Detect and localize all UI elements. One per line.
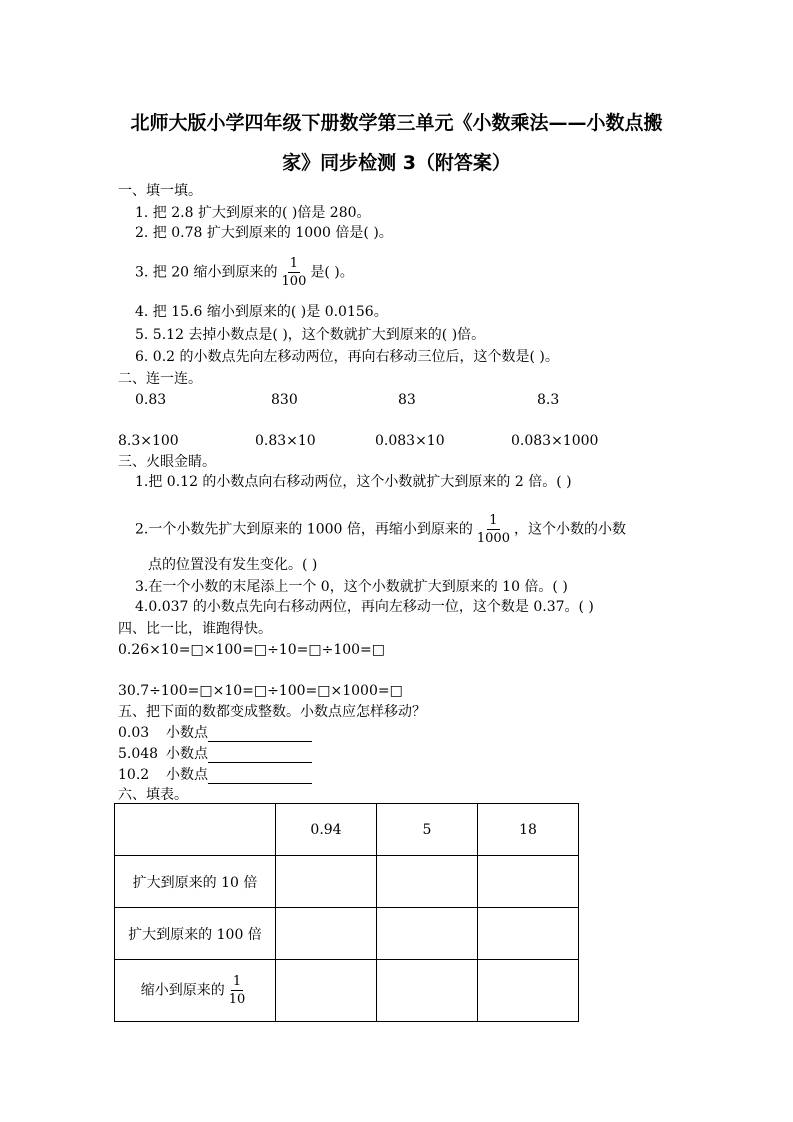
match-bottom-item-2: 0.83×10 (255, 433, 316, 449)
fraction-denominator: 10 (228, 992, 246, 1007)
table-row-header (115, 960, 276, 1022)
table-answer-cell[interactable] (377, 960, 478, 1022)
s1-q3-text-after: 是( )。 (310, 264, 354, 281)
fraction-1-1000 (475, 513, 512, 546)
answer-blank[interactable] (208, 769, 312, 784)
fraction-1-10 (227, 974, 248, 1007)
table-answer-cell[interactable] (478, 960, 579, 1022)
s3-q2-text-after: ，这个小数的小数 (513, 521, 626, 538)
race-equation-1: 0.26×10=□×100=□÷10=□÷100=□ (118, 642, 385, 658)
table-answer-cell[interactable] (377, 908, 478, 960)
match-bottom-item-1: 8.3×100 (118, 433, 179, 449)
table-col-header: 5 (377, 804, 478, 856)
section-2-heading: 二、连一连。 (118, 371, 202, 387)
section-3-heading: 三、火眼金睛。 (118, 454, 216, 470)
table-col-header: 0.94 (276, 804, 377, 856)
s1-question-6: 6. 0.2 的小数点先向左移动两位，再向右移动三位后，这个数是( )。 (135, 349, 559, 365)
s1-question-2: 2. 把 0.78 扩大到原来的 1000 倍是( )。 (135, 225, 393, 241)
table-answer-cell[interactable] (276, 856, 377, 908)
match-top-item-4: 8.3 (537, 392, 560, 408)
document-title-line-1: 北师大版小学四年级下册数学第三单元《小数乘法——小数点搬 (130, 112, 663, 134)
answer-blank[interactable] (208, 727, 312, 742)
s3-question-2 (135, 513, 626, 546)
convert-label: 小数点 (166, 746, 208, 762)
fraction-numerator: 1 (232, 974, 242, 989)
fill-table (114, 803, 579, 1022)
s3-q2-text-before: 2.一个小数先扩大到原来的 1000 倍，再缩小到原来的 (135, 521, 473, 538)
convert-label: 小数点 (166, 725, 208, 741)
match-bottom-item-3: 0.083×10 (375, 433, 445, 449)
s1-question-1: 1. 把 2.8 扩大到原来的( )倍是 280。 (135, 205, 371, 221)
s1-question-3 (135, 256, 354, 289)
s3-question-2-continued: 点的位置没有发生变化。( ) (148, 557, 318, 573)
table-answer-cell[interactable] (478, 908, 579, 960)
convert-item-1 (118, 724, 312, 742)
section-4-heading: 四、比一比，谁跑得快。 (118, 621, 272, 637)
convert-number: 5.048 (118, 746, 159, 762)
fraction-1-100 (280, 256, 309, 289)
fraction-numerator: 1 (289, 256, 299, 271)
fraction-numerator: 1 (489, 513, 498, 528)
s1-question-5: 5. 5.12 去掉小数点是( )，这个数就扩大到原来的( )倍。 (135, 327, 486, 343)
match-top-item-3: 83 (398, 392, 416, 408)
s1-question-4: 4. 把 15.6 缩小到原来的( )是 0.0156。 (135, 304, 388, 320)
section-6-heading: 六、填表。 (118, 787, 188, 803)
match-top-item-2: 830 (271, 392, 298, 408)
table-col-header: 18 (478, 804, 579, 856)
convert-number: 10.2 (118, 767, 150, 783)
section-5-heading: 五、把下面的数都变成整数。小数点应怎样移动？ (118, 704, 426, 720)
convert-label: 小数点 (166, 767, 208, 783)
table-row-header: 扩大到原来的 10 倍 (115, 856, 276, 908)
section-1-heading: 一、填一填。 (118, 183, 202, 199)
table-corner-cell (115, 804, 276, 856)
race-equation-2: 30.7÷100=□×10=□÷100=□×1000=□ (118, 683, 403, 699)
document-title-line-2: 家》同步检测 3（附答案） (282, 152, 511, 174)
table-row-header: 扩大到原来的 100 倍 (115, 908, 276, 960)
convert-number: 0.03 (118, 725, 150, 741)
match-bottom-item-4: 0.083×1000 (511, 433, 599, 449)
s3-question-3: 3.在一个小数的末尾添上一个 0，这个小数就扩大到原来的 10 倍。( ) (135, 579, 568, 595)
table-answer-cell[interactable] (276, 960, 377, 1022)
fraction-denominator: 100 (281, 274, 307, 289)
convert-item-3 (118, 766, 312, 784)
s3-question-1: 1.把 0.12 的小数点向右移动两位，这个小数就扩大到原来的 2 倍。( ) (135, 474, 572, 490)
fraction-denominator: 1000 (476, 531, 510, 546)
table-answer-cell[interactable] (377, 856, 478, 908)
s3-question-4: 4.0.037 的小数点先向右移动两位，再向左移动一位，这个数是 0.37。( ) (135, 599, 594, 615)
s1-q3-text-before: 3. 把 20 缩小到原来的 (135, 264, 278, 281)
convert-item-2 (118, 745, 312, 763)
match-top-item-1: 0.83 (135, 392, 167, 408)
table-answer-cell[interactable] (276, 908, 377, 960)
table-answer-cell[interactable] (478, 856, 579, 908)
row3-text: 缩小到原来的 (140, 982, 225, 999)
answer-blank[interactable] (208, 748, 312, 763)
